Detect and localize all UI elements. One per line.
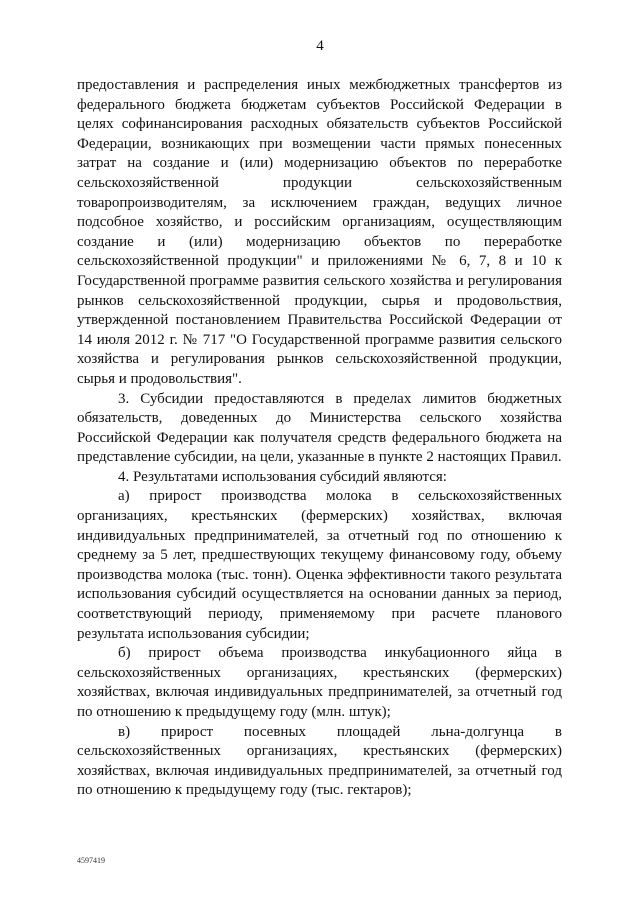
paragraph-subitem-b: б) прирост объема производства инкубационного яйца в сельскохозяйственных организациях, крестьянских (фермерских) хозяйствах, включая индивидуальных предпринимателей, за отчетный год по отношению к предыдущему году (млн. штук); [77,645,562,720]
page-number: 4 [316,38,324,54]
paragraph-subitem-v: в) прирост посевных площадей льна-долгунца в сельскохозяйственных организациях, крестьянских (фермерских) хозяйствах, включая индивидуальных предпринимателей, за отчетный год по отношению к предыдущему году (тыс. гектаров); [77,723,562,799]
paragraph-item-3: 3. Субсидии предоставляются в пределах лимитов бюджетных обязательств, доведенных до Министерства сельского хозяйства Российской Федерации как получателя средств федерального бюджета на представление субсидии, на цели, указанные в пункте 2 настоящих Правил. [77,390,562,466]
paragraph-subitem-a: а) прирост производства молока в сельскохозяйственных организациях, крестьянских (фермерских) хозяйствах, включая индивидуальных предпринимателей, за отчетный год по отношению к среднему за 5 лет, предшествующих текущему финансовому году, объему производства молока (тыс. тонн). Оценка эффективности такого результата использования субсидий осуществляется на основании данных за период, соответствующий периоду, применяемому при расчете планового результата использования субсидии; [77,488,562,642]
paragraph-continuation: предоставления и распределения иных межбюджетных трансфертов из федерального бюджета бюджетам субъектов Российской Федерации в целях софинансирования расходных обязательств субъектов Российской Федерации, возникающих при возмещении части прямых понесенных затрат на создание и (или) модернизацию объектов по переработке сельскохозяйственной продукции сельскохозяйственным товаропроизводителям, за исключением граждан, ведущих личное подсобное хозяйство, и российским организациям, осуществляющим создание и (или) модернизацию объектов по переработке сельскохозяйственной продукции" и приложениями № 6, 7, 8 и 10 к Государственной программе развития сельского хозяйства и регулирования рынков сельскохозяйственной продукции, сырья и продовольствия, утвержденной постановлением Правительства Российской Федерации от 14 июля 2012 г. № 717 "О Государственной программе развития сельского хозяйства и регулирования рынков сельскохозяйственной продукции, сырья и продовольствия". [77,77,562,387]
document-body [77,76,562,801]
paragraph-item-4: 4. Результатами использования субсидий являются: [118,468,447,485]
document-code: 4597419 [77,856,105,865]
